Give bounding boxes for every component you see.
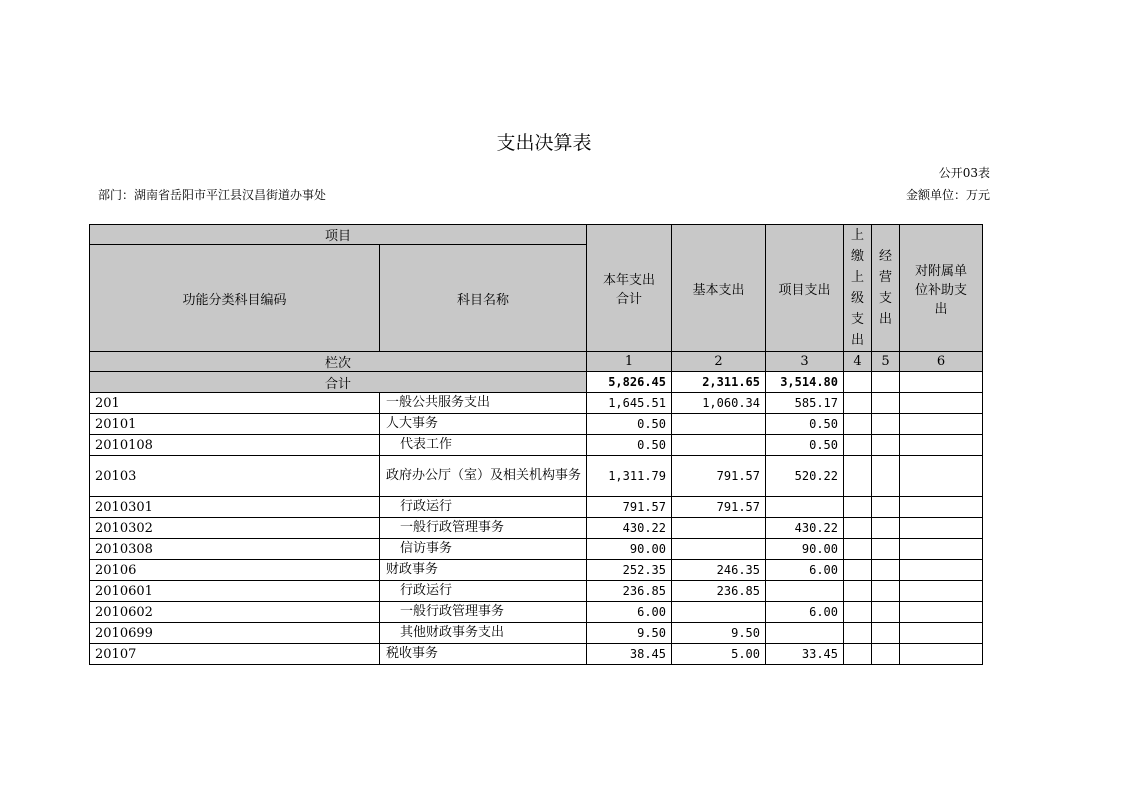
row-code: 2010601 xyxy=(90,581,380,602)
row-code: 20101 xyxy=(90,414,380,435)
row-basic xyxy=(672,539,766,560)
table-row xyxy=(90,435,983,456)
row-total: 0.50 xyxy=(587,414,672,435)
row-upper xyxy=(844,644,872,665)
header-basic: 基本支出 xyxy=(672,225,766,352)
row-basic: 246.35 xyxy=(672,560,766,581)
row-name: 人大事务 xyxy=(380,414,587,435)
row-business xyxy=(872,539,900,560)
row-project: 90.00 xyxy=(766,539,844,560)
summary-label: 合计 xyxy=(90,372,587,393)
table-row xyxy=(90,518,983,539)
row-name: 其他财政事务支出 xyxy=(380,623,587,644)
col-index: 3 xyxy=(766,352,844,372)
row-subsidiary xyxy=(900,581,983,602)
row-upper xyxy=(844,497,872,518)
summary-project: 3,514.80 xyxy=(766,372,844,393)
row-project: 585.17 xyxy=(766,393,844,414)
row-name: 一般行政管理事务 xyxy=(380,602,587,623)
row-name: 信访事务 xyxy=(380,539,587,560)
row-subsidiary xyxy=(900,560,983,581)
row-project: 0.50 xyxy=(766,414,844,435)
row-code: 2010699 xyxy=(90,623,380,644)
table-row xyxy=(90,644,983,665)
row-subsidiary xyxy=(900,456,983,497)
row-project: 430.22 xyxy=(766,518,844,539)
table-code: 公开03表 xyxy=(938,166,990,180)
header-subsidiary: 对附属单位补助支出 xyxy=(900,225,983,352)
row-name: 代表工作 xyxy=(380,435,587,456)
row-code: 2010302 xyxy=(90,518,380,539)
row-basic xyxy=(672,518,766,539)
table-row xyxy=(90,414,983,435)
row-upper xyxy=(844,560,872,581)
row-total: 1,311.79 xyxy=(587,456,672,497)
row-basic xyxy=(672,414,766,435)
row-upper xyxy=(844,435,872,456)
row-basic: 791.57 xyxy=(672,497,766,518)
row-total: 38.45 xyxy=(587,644,672,665)
row-code: 2010108 xyxy=(90,435,380,456)
row-business xyxy=(872,435,900,456)
col-index: 4 xyxy=(844,352,872,372)
table-row xyxy=(90,393,983,414)
row-basic xyxy=(672,602,766,623)
row-total: 0.50 xyxy=(587,435,672,456)
row-total: 9.50 xyxy=(587,623,672,644)
header-project: 项目 xyxy=(90,225,587,245)
department-label: 部门：湖南省岳阳市平江县汉昌街道办事处 xyxy=(98,188,327,202)
row-upper xyxy=(844,581,872,602)
row-basic: 5.00 xyxy=(672,644,766,665)
row-upper xyxy=(844,518,872,539)
row-upper xyxy=(844,602,872,623)
row-code: 20103 xyxy=(90,456,380,497)
header-subject-name: 科目名称 xyxy=(380,245,587,352)
row-code: 2010602 xyxy=(90,602,380,623)
row-basic: 9.50 xyxy=(672,623,766,644)
row-basic: 1,060.34 xyxy=(672,393,766,414)
row-upper xyxy=(844,539,872,560)
row-subsidiary xyxy=(900,435,983,456)
row-project xyxy=(766,623,844,644)
table-row xyxy=(90,623,983,644)
row-total: 430.22 xyxy=(587,518,672,539)
row-total: 1,645.51 xyxy=(587,393,672,414)
report-title: 支出决算表 xyxy=(496,132,592,154)
row-business xyxy=(872,393,900,414)
row-upper xyxy=(844,414,872,435)
row-upper xyxy=(844,393,872,414)
table-body xyxy=(90,393,983,665)
row-subsidiary xyxy=(900,602,983,623)
row-name: 一般行政管理事务 xyxy=(380,518,587,539)
row-total: 90.00 xyxy=(587,539,672,560)
row-name: 政府办公厅（室）及相关机构事务 xyxy=(380,456,587,497)
row-basic: 791.57 xyxy=(672,456,766,497)
table-row xyxy=(90,581,983,602)
summary-basic: 2,311.65 xyxy=(672,372,766,393)
row-total: 252.35 xyxy=(587,560,672,581)
table-row xyxy=(90,456,983,497)
table-row xyxy=(90,539,983,560)
row-code: 20106 xyxy=(90,560,380,581)
row-project: 33.45 xyxy=(766,644,844,665)
header-business: 经营支出 xyxy=(872,225,900,352)
row-business xyxy=(872,623,900,644)
row-name: 税收事务 xyxy=(380,644,587,665)
row-subsidiary xyxy=(900,644,983,665)
row-total: 236.85 xyxy=(587,581,672,602)
row-subsidiary xyxy=(900,518,983,539)
row-total: 791.57 xyxy=(587,497,672,518)
row-business xyxy=(872,581,900,602)
row-code: 2010308 xyxy=(90,539,380,560)
col-index: 6 xyxy=(900,352,983,372)
row-business xyxy=(872,497,900,518)
row-project: 6.00 xyxy=(766,602,844,623)
row-business xyxy=(872,560,900,581)
row-subsidiary xyxy=(900,414,983,435)
row-project xyxy=(766,497,844,518)
header-project-exp: 项目支出 xyxy=(766,225,844,352)
col-index: 2 xyxy=(672,352,766,372)
row-code: 20107 xyxy=(90,644,380,665)
row-basic: 236.85 xyxy=(672,581,766,602)
row-basic xyxy=(672,435,766,456)
row-name: 行政运行 xyxy=(380,581,587,602)
row-total: 6.00 xyxy=(587,602,672,623)
row-upper xyxy=(844,456,872,497)
row-business xyxy=(872,414,900,435)
row-project xyxy=(766,581,844,602)
row-code: 2010301 xyxy=(90,497,380,518)
table-row xyxy=(90,602,983,623)
row-name: 一般公共服务支出 xyxy=(380,393,587,414)
row-subsidiary xyxy=(900,623,983,644)
row-business xyxy=(872,518,900,539)
header-total: 本年支出合计 xyxy=(587,225,672,352)
table-row xyxy=(90,497,983,518)
row-project: 520.22 xyxy=(766,456,844,497)
row-business xyxy=(872,602,900,623)
row-name: 财政事务 xyxy=(380,560,587,581)
col-index: 5 xyxy=(872,352,900,372)
row-code: 201 xyxy=(90,393,380,414)
row-business xyxy=(872,456,900,497)
header-column-seq: 栏次 xyxy=(90,352,587,372)
unit-label: 金额单位：万元 xyxy=(905,188,990,202)
row-subsidiary xyxy=(900,393,983,414)
header-func-code: 功能分类科目编码 xyxy=(90,245,380,352)
row-project: 0.50 xyxy=(766,435,844,456)
summary-total: 5,826.45 xyxy=(587,372,672,393)
col-index: 1 xyxy=(587,352,672,372)
table-row xyxy=(90,560,983,581)
row-subsidiary xyxy=(900,539,983,560)
expenditure-table xyxy=(89,224,983,665)
row-name: 行政运行 xyxy=(380,497,587,518)
row-project: 6.00 xyxy=(766,560,844,581)
row-upper xyxy=(844,623,872,644)
row-business xyxy=(872,644,900,665)
header-upper: 上缴上级支出 xyxy=(844,225,872,352)
row-subsidiary xyxy=(900,497,983,518)
